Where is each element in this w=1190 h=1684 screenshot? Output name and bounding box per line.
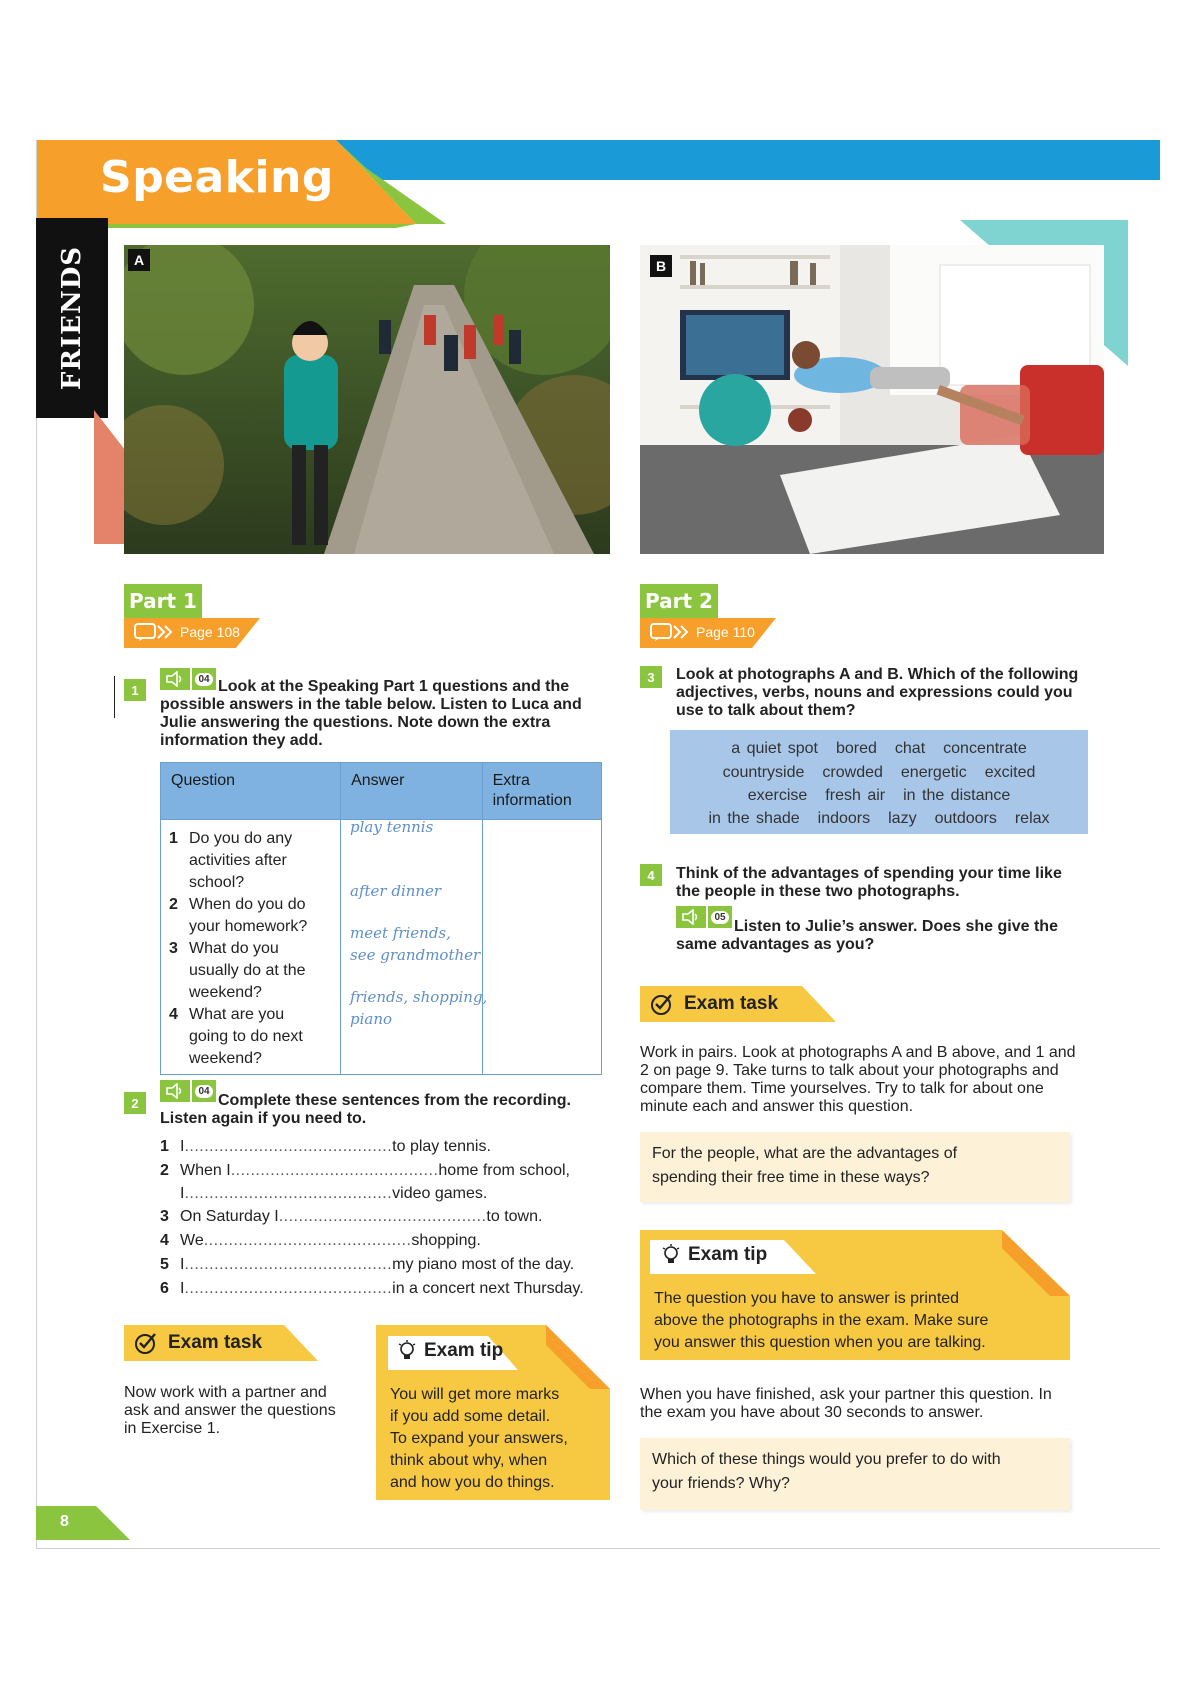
photo-a [124,245,610,554]
part1-page-ref[interactable] [124,618,240,646]
word-row: a quiet spot bored chat concentrate [731,740,1027,757]
exercise-2-track: 04 [195,1085,212,1098]
sentence-row: 6 I .......................................... in a concert next Thursday. [160,1280,584,1297]
exercise-2-number: 2 [124,1092,146,1114]
sentence-row: 5 I .......................................... my piano most of the day. [160,1256,575,1273]
exercise-1-instruction: Look at the Speaking Part 1 questions and the possible answers in the table below. Listen to Luca and Julie answering the questions. Note down the extra information they add. [160,678,582,749]
page-number-tab [36,1506,130,1540]
part2-badge: Part 2 [640,584,718,618]
table-header-question: Question [161,763,341,820]
photo-a-image [124,245,610,554]
lightbulb-icon [398,1340,416,1362]
part2-exam-task-text: Work in pairs. Look at photographs A and B above, and 1 and 2 on page 9. Take turns to talk about your photographs and compare them. Time yourselves. Try to talk for about one minute each and answer this question. [640,1044,1076,1115]
speech-forward-icon [650,623,690,641]
table-row: 4 What are you going to do next weekend? [169,1006,303,1067]
extra-info-column [482,820,601,1075]
exercise-4-track: 05 [711,911,728,924]
question-list [161,820,340,1074]
part1-badge: Part 1 [124,584,202,618]
part2-exam-tip-title: Exam tip [662,1244,767,1266]
part2-exam-task-title: Exam task [640,986,778,1022]
page-title: Speaking [100,152,334,203]
table-row: 2 When do you do your homework? [169,896,308,935]
check-circle-icon [134,1331,158,1355]
sentence-row: 2 When I .......................................... home from school, [160,1162,570,1179]
part2-page-ref-text: Page 110 [696,624,755,640]
photo-b-image [640,245,1104,554]
word-box [670,730,1088,834]
sentence-row: I .......................................... video games. [180,1185,488,1202]
answer-3: meet friends, see grandmother [350,924,481,964]
exercise-4-number: 4 [640,864,662,886]
word-row: exercise fresh air in the distance [747,787,1011,804]
exercise-4-listen: Listen to Julie’s answer. Does she give the same advantages as you? [676,918,1058,953]
photo-b [640,245,1104,554]
page-number: 8 [60,1513,69,1530]
word-row: in the shade indoors lazy outdoors relax [708,810,1050,827]
photo-b-label: B [650,255,672,277]
part2-exam-tip-text: The question you have to answer is printed above the photographs in the exam. Make sure you answer this question when you are talking. [654,1290,989,1351]
answer-2: after dinner [350,882,442,900]
page-bottom-border [36,1548,1160,1549]
exercise-3-number: 3 [640,666,662,688]
table-row: 3 What do you usually do at the weekend? [169,940,306,1001]
check-circle-icon [650,992,674,1016]
part2-exam-question: For the people, what are the advantages of spending their free time in these ways? [640,1132,1070,1202]
table-header-answer: Answer [341,763,483,820]
table-header-extra: Extra information [482,763,601,820]
part2-page-ref[interactable] [640,618,755,646]
exercise-1-number: 1 [124,679,146,701]
followup-text: When you have finished, ask your partner this question. In the exam you have about 30 seconds to answer. [640,1386,1052,1421]
table-row: 1 Do you do any activities after school? [169,830,293,891]
part1-exam-task-title: Exam task [124,1325,262,1361]
sentence-row: 1 I .......................................... to play tennis. [160,1138,491,1155]
part1-page-ref-text: Page 108 [180,624,240,640]
answer-1: play tennis [350,818,434,836]
sentence-row: 4 We .......................................... shopping. [160,1232,481,1249]
unit-tab-label: FRIENDS [57,245,88,391]
followup-question: Which of these things would you prefer to do with your friends? Why? [640,1438,1070,1510]
sentence-row: 3 On Saturday I .......................................... to town. [160,1208,543,1225]
part1-exam-tip-text: You will get more marks if you add some detail. To expand your answers, think about why, when and how you do things. [390,1386,568,1491]
lightbulb-icon [662,1244,680,1266]
part1-exam-task-text: Now work with a partner and ask and answer the questions in Exercise 1. [124,1384,336,1437]
exercise-3-instruction: Look at photographs A and B. Which of the following adjectives, verbs, nouns and expressions could you use to talk about them? [676,666,1079,719]
answer-4: friends, shopping, piano [350,988,488,1028]
margin-marker [114,676,115,718]
exercise-4-instruction: Think of the advantages of spending your time like the people in these two photographs. [676,865,1062,900]
part1-exam-tip-title: Exam tip [398,1340,503,1362]
photo-a-label: A [128,249,150,271]
exercise-2-instruction: Complete these sentences from the recording. Listen again if you need to. [160,1092,571,1127]
speech-forward-icon [134,623,174,641]
exercise-1-track: 04 [195,673,212,686]
word-row: countryside crowded energetic excited [722,764,1036,781]
